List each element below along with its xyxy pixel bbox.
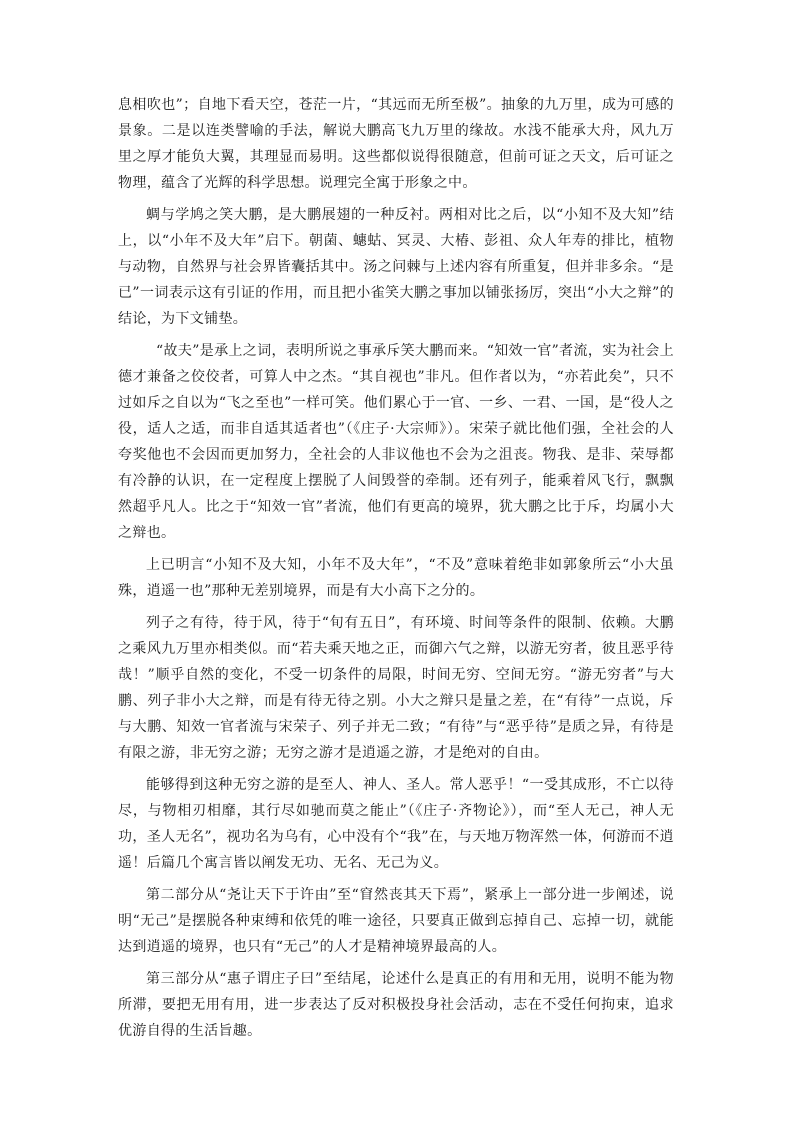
paragraph-4: 上已明言“小知不及大知，小年不及大年”，“不及”意味着绝非如郭象所云“小大虽殊，逍遥一也”那种无差别境界，而是有大小高下之分的。 [118,557,674,599]
paragraph-2: 蜩与学鸠之笑大鹏，是大鹏展翅的一种反衬。两相对比之后，以“小知不及大知”结上，以“小年不及大年”启下。朝菌、蟪蛄、冥灵、大椿、彭祖、众人年寿的排比，植物与动物，自然界与社会界皆囊括其中。汤之问棘与上述内容有所重复，但并非多余。“是已”一词表示这有引证的作用，而且把小雀笑大鹏之事加以铺张扬厉，突出“小大之辩”的结论，为下文铺垫。 [118,207,674,327]
paragraph-3: “故夫”是承上之词，表明所说之事承斥笑大鹏而来。“知效一官”者流，实为社会上德才兼备之佼佼者，可算人中之杰。“其自视也”非凡。但作者以为，“亦若此矣”，只不过如斥之自以为“飞之至也”一样可笑。他们累心于一官、一乡、一君、一国，是“役人之役，适人之适，而非自适其适者也”（《庄子·大宗师》）。宋荣子就比他们强，全社会的人夸奖他也不会因而更加努力，全社会的人非议他也不会为之沮丧。物我、是非、荣辱都有冷静的认识，在一定程度上摆脱了人间毁誉的牵制。还有列子，能乘着风飞行，飘飘然超乎凡人。比之于“知效一官”者流，他们有更高的境界，犹大鹏之比于斥，均属小大之辩也。 [118,343,674,541]
paragraph-6: 能够得到这种无穷之游的是至人、神人、圣人。常人恶乎！“一受其成形，不亡以待尽，与物相刃相靡，其行尽如驰而莫之能止”（《庄子·齐物论》），而“至人无己，神人无功，圣人无名”，视功名为乌有，心中没有个“我”在，与天地万物浑然一体，何游而不逍遥！后篇几个寓言皆以阐发无功、无名、无己为义。 [118,777,674,871]
paragraph-7: 第二部分从“尧让天下于许由”至“窅然丧其天下焉”，紧承上一部分进一步阐述，说明“无己”是摆脱各种束缚和依凭的唯一途径，只要真正做到忘掉自己、忘掉一切，就能达到逍遥的境界，也只有“无己”的人才是精神境界最高的人。 [118,887,674,955]
paragraph-8: 第三部分从“惠子谓庄子曰”至结尾，论述什么是真正的有用和无用，说明不能为物所滞，要把无用有用，进一步表达了反对积极投身社会活动，志在不受任何拘束，追求优游自得的生活旨趣。 [118,971,674,1039]
document-body [118,92,674,1050]
paragraph-5: 列子之有待，待于风，待于“旬有五日”，有环境、时间等条件的限制、依赖。大鹏之乘风九万里亦相类似。而“若夫乘天地之正，而御六气之辩，以游无穷者，彼且恶乎待哉！”顺乎自然的变化，不受一切条件的局限，时间无穷、空间无穷。“游无穷者”与大鹏、列子非小大之辩，而是有待无待之别。小大之辩只是量之差，在“有待”一点说，斥与大鹏、知效一官者流与宋荣子、列子并无二致；“有待”与“恶乎待”是质之异，有待是有限之游，非无穷之游；无穷之游才是逍遥之游，才是绝对的自由。 [118,615,674,761]
paragraph-1: 息相吹也”；自地下看天空，苍茫一片，“其远而无所至极”。抽象的九万里，成为可感的景象。二是以连类譬喻的手法，解说大鹏高飞九万里的缘故。水浅不能承大舟，风九万里之厚才能负大翼，其理显而易明。这些都似说得很随意，但前可证之天文，后可证之物理，蕴含了光辉的科学思想。说理完全寓于形象之中。 [118,97,674,191]
